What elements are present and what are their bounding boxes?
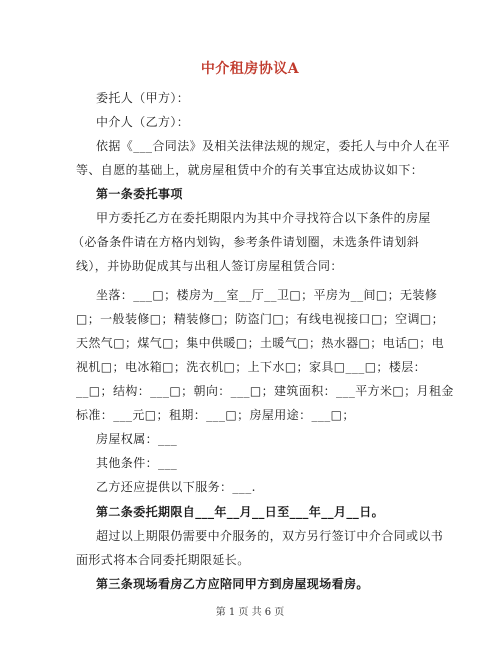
article-2-heading: 第二条委托期限自___年__月__日至___年__月__日。 — [96, 505, 385, 519]
preamble-line-1: 依据《___合同法》及相关法律法规的规定，委托人与中介人在平 — [96, 139, 451, 153]
conditions-line-4: 视机□；电冰箱□；洗衣机□；上下水□；家具□___□；楼层： — [76, 360, 427, 374]
conditions-line-3: 天然气□；煤气□；集中供暖□；土暖气□；热水器□；电话□；电 — [76, 336, 445, 350]
conditions-line-1: 坐落：___□；楼房为__室__厅__卫□；平房为__间□；无装修 — [96, 288, 438, 302]
article-1-heading: 第一条委托事项 — [96, 187, 183, 201]
agent-party-b-line: 中介人（乙方）： — [96, 115, 190, 129]
conditions-line-6: 标准：___元□；租期：___□；房屋用途：___□； — [76, 408, 355, 422]
article-1-para-line-3: 线），并协助促成其与出租人签订房屋租赁合同： — [76, 259, 343, 273]
article-3-heading: 第三条现场看房乙方应陪同甲方到房屋现场看房。 — [96, 577, 369, 591]
article-2-para-line-2: 面形式将本合同委托期限延长。 — [76, 553, 250, 567]
property-ownership-line: 房屋权属：___ — [96, 432, 178, 446]
other-conditions-line: 其他条件：___ — [96, 456, 178, 470]
preamble-line-2: 等、自愿的基础上，就房屋租赁中介的有关事宜达成协议如下： — [76, 163, 424, 177]
conditions-line-2: □；一般装修□；精装修□；防盗门□；有线电视接口□；空调□； — [76, 312, 445, 326]
article-1-para-line-2: （必备条件请在方格内划钩，参考条件请划圈，未选条件请划斜 — [72, 235, 420, 249]
services-line: 乙方还应提供以下服务：___. — [96, 480, 256, 494]
client-party-a-line: 委托人（甲方）： — [96, 91, 190, 105]
conditions-line-5: __□；结构：___□；朝向：___□；建筑面积：___平方米□；月租金 — [76, 384, 454, 398]
document-title: 中介租房协议A — [200, 61, 300, 77]
article-2-para-line-1: 超过以上期限仍需要中介服务的，双方另行签订中介合同或以书 — [96, 529, 444, 543]
page-footer: 第 1 页 共 6 页 — [215, 607, 285, 618]
article-1-para-line-1: 甲方委托乙方在委托期限内为其中介寻找符合以下条件的房屋 — [96, 211, 431, 225]
